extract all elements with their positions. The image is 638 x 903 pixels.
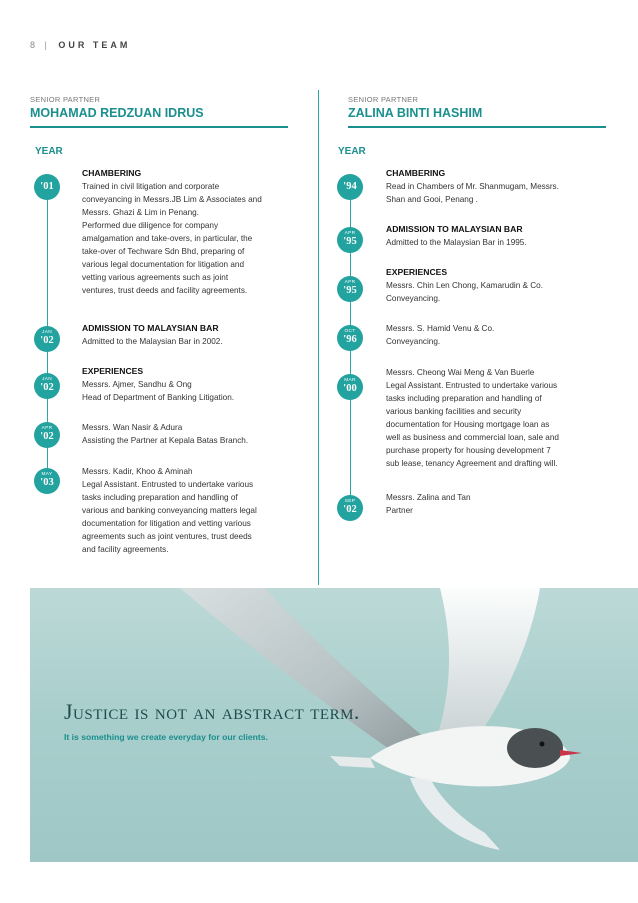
timeline-entry: Messrs. Zalina and Tan Partner (386, 493, 471, 515)
timeline-entry: ADMISSION TO MALAYSIAN BAR Admitted to the Malaysian Bar in 2002. (82, 322, 310, 348)
quote-headline: Justice is not an abstract term. (64, 699, 360, 724)
partner-name: ZALINA BINTI HASHIM (348, 106, 483, 120)
partner-role: SENIOR PARTNER (30, 95, 101, 104)
page-number: 8 (30, 40, 36, 50)
year-badge: APR '95 (337, 276, 363, 302)
year-badge: APR '95 (337, 227, 363, 253)
entry-heading: EXPERIENCES (82, 366, 144, 376)
timeline-entry: Messrs. S. Hamid Venu & Co. Conveyancing. (386, 324, 495, 346)
timeline-entry: CHAMBERING Trained in civil litigation and corporate conveyancing in Messrs.JB Lim & Associates and Messrs. Ghazi & Lim in Penang. Performed due diligence for company amalgamation and take-overs, in particular, the take-over of Techware Sdn Bhd, preparing of various legal documentation for litigation and vetting various agreements such as joint ventures, trust deeds and facility agreements. (82, 167, 310, 297)
partner-name: MOHAMAD REDZUAN IDRUS (30, 106, 204, 120)
page-header (30, 40, 130, 50)
timeline-entry: EXPERIENCES Messrs. Chin Len Chong, Kamarudin & Co. Conveyancing. (386, 266, 614, 305)
year-badge: OCT '96 (337, 325, 363, 351)
column-divider (318, 90, 319, 585)
entry-heading: EXPERIENCES (386, 267, 448, 277)
quote-subtext: It is something we create everyday for our clients. (64, 732, 268, 742)
timeline-entry: Messrs. Cheong Wai Meng & Van Buerle Legal Assistant. Entrusted to undertake various tasks including preparation and handling of various banking facilities and security documentation for Housing mortgage loan as well as business and commercial loan, sale and purchase property for housing development 7 sub lease, tenancy Agreement and drafting will. (386, 368, 559, 468)
timeline-entry: Messrs. Wan Nasir & Adura Assisting the Partner at Kepala Batas Branch. (82, 423, 249, 445)
partner-rule (30, 126, 288, 128)
year-label: YEAR (338, 146, 366, 157)
entry-heading: ADMISSION TO MALAYSIAN BAR (386, 224, 523, 234)
section-title: OUR TEAM (58, 40, 131, 50)
header-separator: | (44, 40, 47, 50)
year-badge: '94 (337, 174, 363, 200)
timeline-entry: CHAMBERING Read in Chambers of Mr. Shanmugam, Messrs. Shan and Gooi, Penang . (386, 167, 614, 206)
left-partner-header (30, 95, 288, 128)
timeline-entry: EXPERIENCES Messrs. Ajmer, Sandhu & Ong Head of Department of Banking Litigation. (82, 365, 310, 404)
entry-heading: ADMISSION TO MALAYSIAN BAR (82, 323, 219, 333)
year-badge: MAY '03 (34, 468, 60, 494)
year-badge: MAR '00 (337, 374, 363, 400)
right-partner-header (348, 95, 606, 128)
entry-heading: CHAMBERING (386, 168, 446, 178)
year-badge: JAN '02 (34, 373, 60, 399)
timeline-entry: ADMISSION TO MALAYSIAN BAR Admitted to the Malaysian Bar in 1995. (386, 223, 614, 249)
year-badge: '01 (34, 174, 60, 200)
year-badge: APR '02 (34, 422, 60, 448)
partner-rule (348, 126, 606, 128)
seagull-photo (30, 588, 638, 862)
timeline-entry: Messrs. Kadir, Khoo & Aminah Legal Assistant. Entrusted to undertake various tasks including preparation and handling of various and banking conveyancing matters legal documentation for litigation and vetting various agreements such as joint ventures, trust deeds and facility agreements. (82, 467, 257, 554)
year-label: YEAR (35, 146, 63, 157)
year-badge: SEP '02 (337, 495, 363, 521)
partner-role: SENIOR PARTNER (348, 95, 419, 104)
entry-heading: CHAMBERING (82, 168, 142, 178)
year-badge: JAN '02 (34, 326, 60, 352)
